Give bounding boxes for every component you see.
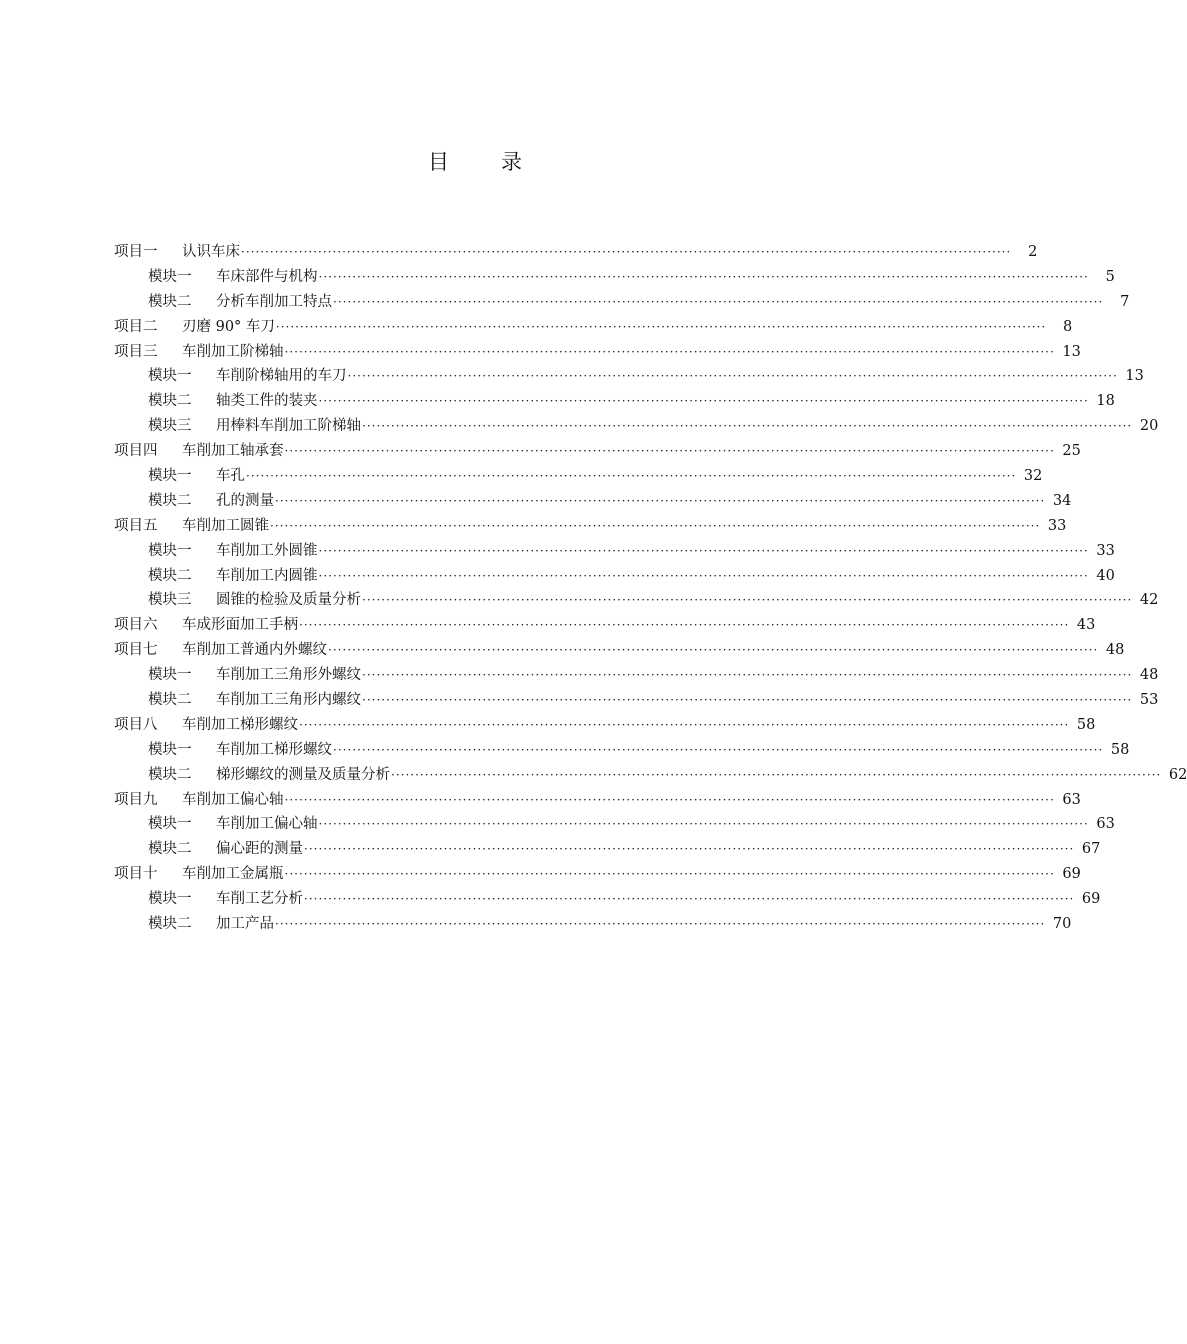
- toc-leader: ································································································································································: [275, 493, 1046, 508]
- toc-page-number: 7: [1120, 293, 1130, 310]
- toc-entry-title: 车削加工普通内外螺纹: [182, 642, 327, 659]
- toc-entry[interactable]: [114, 439, 1081, 464]
- toc-entry[interactable]: [114, 613, 1096, 638]
- toc-page-number: 2: [1028, 244, 1038, 260]
- toc-entry-number: 模块一: [148, 468, 192, 485]
- toc-entry-number: 模块二: [148, 492, 192, 509]
- toc-leader: ································································································································································: [284, 867, 1055, 882]
- toc-page-number: 70: [1052, 916, 1072, 933]
- toc-leader: ································································································································································: [347, 369, 1118, 384]
- toc-entry-number: 模块一: [148, 368, 192, 385]
- toc-entry-title: 车孔: [216, 468, 245, 485]
- toc-leader: ································································································································································: [246, 469, 1017, 484]
- toc-entry-title: 车削加工内圆锥: [216, 567, 318, 584]
- toc-entry-number: 项目九: [114, 791, 158, 808]
- toc-entry[interactable]: [114, 464, 1043, 489]
- toc-entry-number: 模块三: [148, 418, 192, 435]
- toc-page-number: 40: [1096, 567, 1115, 584]
- toc-entry[interactable]: [114, 663, 1159, 688]
- toc-entry-title: 分析车削加工特点: [216, 293, 332, 310]
- title-char-left: 目: [428, 150, 449, 174]
- toc-entry[interactable]: [114, 364, 1144, 389]
- toc-page-number: 48: [1105, 642, 1125, 659]
- toc-page-number: 32: [1023, 468, 1043, 485]
- toc-page-number: 13: [1125, 368, 1144, 385]
- toc-leader: ································································································································································: [328, 643, 1099, 658]
- toc-leader: ································································································································································: [284, 344, 1055, 359]
- toc-page-number: 62: [1168, 766, 1187, 783]
- toc-entry-number: 项目一: [114, 244, 158, 260]
- toc-leader: ································································································································································: [299, 618, 1070, 633]
- toc-leader: ································································································································································: [333, 294, 1104, 309]
- toc-entry-number: 项目六: [114, 617, 158, 634]
- toc-page-number: 18: [1096, 393, 1115, 410]
- toc-leader: ································································································································································: [299, 717, 1070, 732]
- toc-entry-title: 用棒料车削加工阶梯轴: [216, 418, 361, 435]
- toc-entry[interactable]: [114, 290, 1130, 315]
- toc-entry-title: 梯形螺纹的测量及质量分析: [216, 766, 390, 783]
- toc-entry[interactable]: [114, 688, 1159, 713]
- toc-leader: ································································································································································: [304, 842, 1075, 857]
- toc-entry[interactable]: [114, 414, 1159, 439]
- toc-entry[interactable]: [114, 812, 1115, 837]
- toc-entry[interactable]: [114, 489, 1072, 514]
- toc-leader: ································································································································································: [318, 817, 1089, 832]
- toc-leader: ································································································································································: [362, 593, 1133, 608]
- toc-entry[interactable]: [114, 862, 1081, 887]
- toc-entry[interactable]: [114, 340, 1081, 365]
- toc-entry-number: 项目四: [114, 443, 158, 460]
- toc-entry-title: 圆锥的检验及质量分析: [216, 592, 361, 609]
- toc-entry-title: 刃磨 90° 车刀: [182, 318, 275, 335]
- toc-entry-title: 车削加工阶梯轴: [182, 343, 284, 360]
- toc-page-number: 8: [1063, 318, 1073, 335]
- toc-entry-title: 加工产品: [216, 916, 274, 933]
- toc-entry-number: 模块二: [148, 692, 192, 709]
- toc-leader: ································································································································································: [333, 742, 1104, 757]
- toc-page-number: 42: [1139, 592, 1159, 609]
- toc-entry-title: 车成形面加工手柄: [182, 617, 298, 634]
- toc-page-number: 58: [1110, 741, 1130, 758]
- table-of-contents: [114, 240, 1187, 937]
- toc-leader: ································································································································································: [362, 419, 1133, 434]
- toc-entry[interactable]: [114, 588, 1159, 613]
- toc-entry[interactable]: [114, 315, 1073, 340]
- title-char-right: 录: [501, 150, 522, 174]
- toc-entry-number: 模块二: [148, 567, 192, 584]
- toc-entry-title: 车削加工金属瓶: [182, 866, 284, 883]
- toc-page-number: 5: [1105, 268, 1115, 285]
- toc-page-number: 33: [1096, 542, 1115, 559]
- toc-leader: ································································································································································: [362, 693, 1133, 708]
- toc-entry-title: 车削阶梯轴用的车刀: [216, 368, 347, 385]
- toc-entry[interactable]: [114, 539, 1115, 564]
- toc-entry-title: 认识车床: [182, 244, 240, 260]
- toc-entry[interactable]: [114, 514, 1067, 539]
- toc-entry-title: 车削加工梯形螺纹: [216, 741, 332, 758]
- toc-entry-number: 模块一: [148, 891, 192, 908]
- toc-entry-title: 车削加工偏心轴: [216, 816, 318, 833]
- toc-entry-number: 模块二: [148, 916, 192, 933]
- toc-entry[interactable]: [114, 564, 1115, 589]
- toc-page-number: 20: [1139, 418, 1159, 435]
- toc-page-number: 34: [1052, 492, 1072, 509]
- toc-leader: ································································································································································: [318, 543, 1089, 558]
- toc-entry-number: 模块一: [148, 542, 192, 559]
- toc-entry[interactable]: [114, 837, 1101, 862]
- toc-leader: ································································································································································: [284, 444, 1055, 459]
- toc-entry[interactable]: [114, 713, 1096, 738]
- toc-entry-title: 车削加工圆锥: [182, 517, 269, 534]
- toc-leader: ································································································································································: [241, 245, 1012, 259]
- toc-entry-title: 车削加工轴承套: [182, 443, 284, 460]
- toc-entry-title: 车削加工偏心轴: [182, 791, 284, 808]
- toc-leader: ································································································································································: [270, 518, 1041, 533]
- toc-entry-title: 偏心距的测量: [216, 841, 303, 858]
- toc-entry-number: 模块二: [148, 393, 192, 410]
- toc-entry[interactable]: [114, 240, 1038, 265]
- toc-entry[interactable]: [114, 788, 1081, 813]
- toc-entry-number: 模块二: [148, 766, 192, 783]
- toc-page-number: 43: [1076, 617, 1096, 634]
- toc-entry-number: 模块二: [148, 293, 192, 310]
- toc-entry-number: 模块一: [148, 741, 192, 758]
- toc-page-number: 63: [1096, 816, 1115, 833]
- toc-entry-number: 模块一: [148, 667, 192, 684]
- toc-leader: ································································································································································: [304, 892, 1075, 907]
- toc-entry-number: 项目五: [114, 517, 158, 534]
- toc-entry[interactable]: [114, 887, 1101, 912]
- toc-entry-number: 项目七: [114, 642, 158, 659]
- toc-entry-number: 模块一: [148, 816, 192, 833]
- toc-entry[interactable]: [114, 763, 1187, 788]
- toc-entry-title: 车床部件与机构: [216, 268, 318, 285]
- toc-leader: ································································································································································: [284, 792, 1055, 807]
- toc-page-number: 58: [1076, 716, 1096, 733]
- toc-entry-number: 模块一: [148, 268, 192, 285]
- toc-leader: ································································································································································: [391, 767, 1162, 782]
- toc-entry[interactable]: [114, 265, 1115, 290]
- toc-entry-title: 车削工艺分析: [216, 891, 303, 908]
- toc-entry-title: 孔的测量: [216, 492, 274, 509]
- toc-entry-number: 项目三: [114, 343, 158, 360]
- toc-entry-number: 模块二: [148, 841, 192, 858]
- toc-entry-title: 车削加工三角形内螺纹: [216, 692, 361, 709]
- toc-leader: ································································································································································: [275, 319, 1047, 334]
- toc-page-number: 53: [1139, 692, 1159, 709]
- toc-page-number: 69: [1081, 891, 1101, 908]
- toc-page-number: 25: [1062, 443, 1081, 460]
- toc-entry-number: 项目二: [114, 318, 158, 335]
- toc-leader: ································································································································································: [318, 269, 1089, 284]
- toc-entry-number: 项目十: [114, 866, 158, 883]
- toc-entry-title: 车削加工梯形螺纹: [182, 716, 298, 733]
- toc-entry[interactable]: [114, 738, 1130, 763]
- toc-entry-number: 模块三: [148, 592, 192, 609]
- toc-entry-title: 车削加工三角形外螺纹: [216, 667, 361, 684]
- toc-page-number: 67: [1081, 841, 1101, 858]
- toc-entry-number: 项目八: [114, 716, 158, 733]
- toc-page-number: 33: [1047, 517, 1067, 534]
- toc-page-number: 13: [1062, 343, 1081, 360]
- toc-page-number: 48: [1139, 667, 1159, 684]
- toc-entry[interactable]: [114, 912, 1072, 937]
- toc-entry[interactable]: [114, 638, 1125, 663]
- toc-leader: ································································································································································: [275, 917, 1046, 932]
- toc-entry-title: 车削加工外圆锥: [216, 542, 318, 559]
- toc-entry-title: 轴类工件的装夹: [216, 393, 318, 410]
- toc-entry[interactable]: [114, 389, 1115, 414]
- toc-leader: ································································································································································: [362, 668, 1133, 683]
- toc-leader: ································································································································································: [318, 394, 1089, 409]
- toc-page-number: 63: [1062, 791, 1081, 808]
- toc-page-number: 69: [1062, 866, 1081, 883]
- toc-leader: ································································································································································: [318, 568, 1089, 583]
- page-title: [0, 146, 950, 176]
